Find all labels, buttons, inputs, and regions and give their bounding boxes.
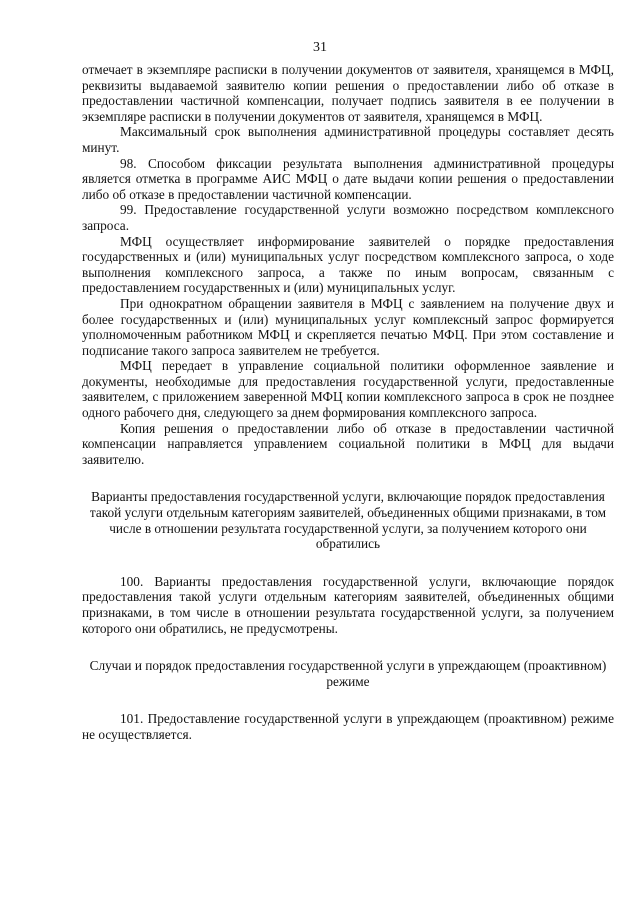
paragraph-mfc-informing: МФЦ осуществляет информирование заявителей о порядке предоставления государственных и (или) муниципальных услуг посредством комплексного запроса, о ходе выполнения комплексного запроса, а также по иным вопросам, связанным с предоставлением государственных и (или) муниципальных услуг. <box>82 233 614 296</box>
paragraph-98: 98. Способом фиксации результата выполнения административной процедуры является отметка в программе АИС МФЦ о дате выдачи копии решения о предоставлении либо об отказе в предоставлении частичной компенсации. <box>82 155 614 202</box>
paragraph-continuation: отмечает в экземпляре расписки в получении документов от заявителя, хранящемся в МФЦ, реквизиты выдаваемой заявителю копии решения о предоставлении либо об отказе в предоставлении частичной компенсации, получает подпись заявителя в ее получении в экземпляре расписки в получении документов от заявителя, хранящемся в МФЦ. <box>82 62 614 124</box>
paragraph-mfc-transfer: МФЦ передает в управление социальной политики оформленное заявление и документы, необходимые для предоставления государственной услуги, предоставленные заявителем, с приложением заверенной МФЦ копии комплексного запроса в срок не позднее одного рабочего дня, следующего за днем формирования комплексного запроса. <box>82 358 614 421</box>
section-heading-variants: Варианты предоставления государственной услуги, включающие порядок предоставления такой услуги отдельным категориям заявителей, объединенных общими признаками, в том числе в отношении результата государственной услуги, за получением которого они обратились <box>89 489 607 552</box>
section-heading-proactive: Случаи и порядок предоставления государственной услуги в упреждающем (проактивном) режиме <box>89 658 607 689</box>
paragraph-101: 101. Предоставление государственной услуги в упреждающем (проактивном) режиме не осуществляется. <box>82 711 614 742</box>
paragraph-max-duration: Максимальный срок выполнения административной процедуры составляет десять минут. <box>82 124 614 155</box>
paragraph-decision-copy: Копия решения о предоставлении либо об отказе в предоставлении частичной компенсации направляется управлением социальной политики в МФЦ для выдачи заявителю. <box>82 420 614 467</box>
paragraph-single-request: При однократном обращении заявителя в МФЦ с заявлением на получение двух и более государственных и (или) муниципальных услуг комплексный запрос формируется уполномоченным работником МФЦ и скрепляется печатью МФЦ. При этом составление и подписание такого запроса заявителем не требуется. <box>82 295 614 358</box>
page-number: 31 <box>313 40 327 55</box>
paragraph-100: 100. Варианты предоставления государственной услуги, включающие порядок предоставления такой услуги отдельным категориям заявителей, объединенных общими признаками, в том числе в отношении результата государственной услуги, за получением которого они обратились, не предусмотрены. <box>82 573 614 636</box>
document-body <box>82 62 614 743</box>
paragraph-99: 99. Предоставление государственной услуги возможно посредством комплексного запроса. <box>82 202 614 233</box>
